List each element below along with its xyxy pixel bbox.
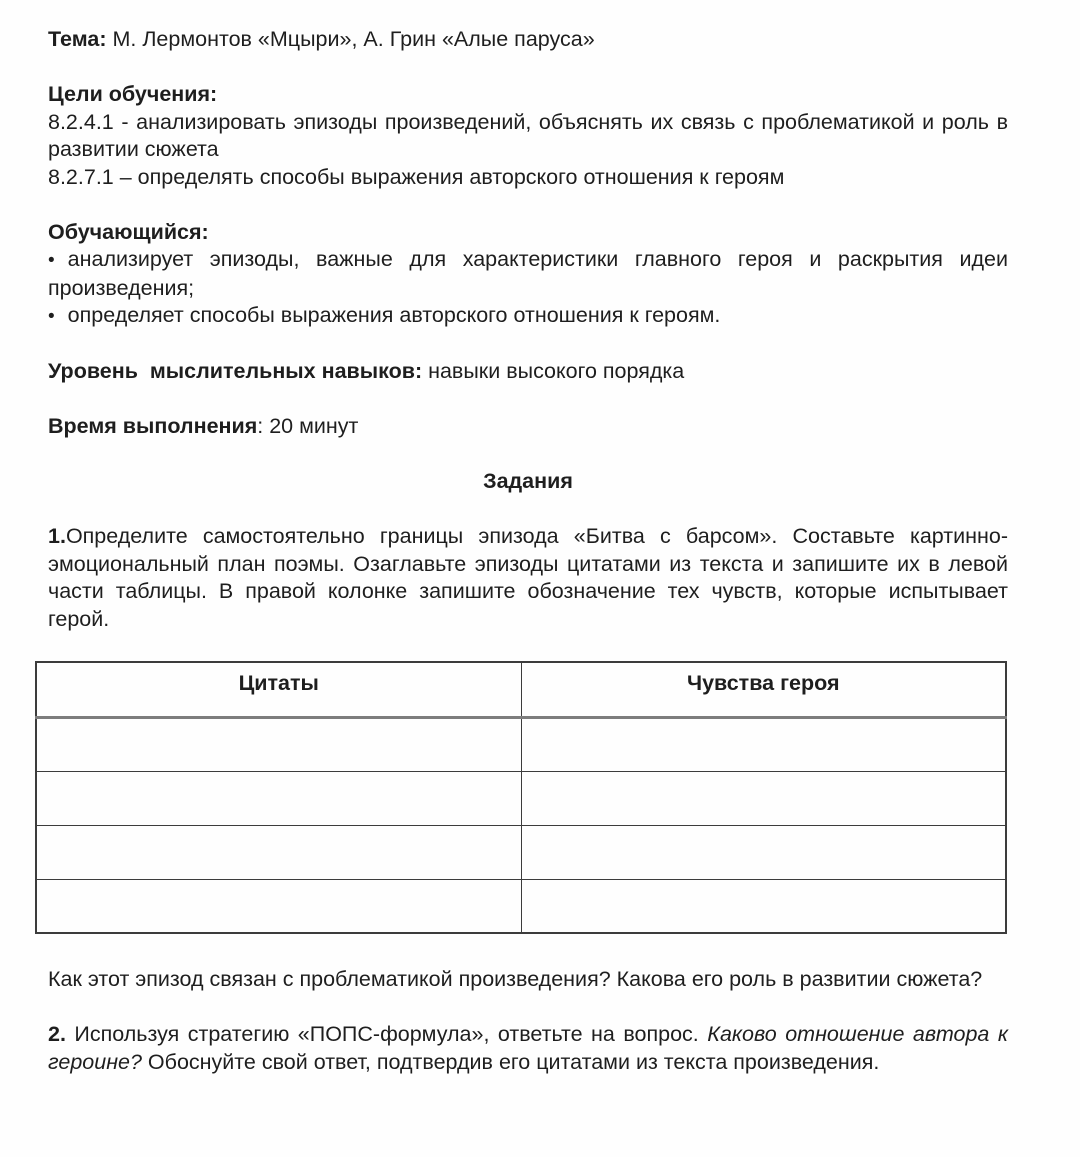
tasks-heading	[48, 468, 1008, 496]
objectives-heading-label: Цели обучения:	[48, 82, 218, 106]
task1-paragraph	[48, 523, 1008, 633]
learner-bullet-2-text: определяет способы выражения авторского отношения к героям.	[67, 303, 721, 327]
table-cell	[36, 825, 521, 879]
table-cell	[36, 717, 521, 771]
table-cell	[521, 717, 1006, 771]
bullet-marker: •	[48, 306, 55, 327]
tasks-heading-label: Задания	[483, 469, 573, 493]
thinking-level-label: Уровень мыслительных навыков:	[48, 359, 423, 383]
task2-intro: Используя стратегию «ПОПС-формула», ответьте на вопрос.	[74, 1022, 699, 1046]
table-row	[36, 879, 1006, 933]
table-header-row	[36, 662, 1006, 717]
table-cell	[521, 879, 1006, 933]
task1-followup: Как этот эпизод связан с проблематикой произведения? Какова его роль в развитии сюжета?	[48, 967, 983, 991]
table-row	[36, 825, 1006, 879]
theme-line	[48, 26, 1008, 54]
learner-heading	[48, 219, 1008, 247]
learner-bullet-1	[48, 246, 1008, 302]
table-cell	[521, 825, 1006, 879]
task2-paragraph	[48, 1021, 1008, 1076]
table-cell	[521, 771, 1006, 825]
thinking-level-line	[48, 358, 1008, 386]
learner-bullet-2	[48, 302, 1008, 331]
table-header-feelings: Чувства героя	[521, 662, 1006, 717]
table-cell	[36, 771, 521, 825]
theme-label: Тема:	[48, 27, 107, 51]
table-body	[36, 717, 1006, 933]
task2-question: Каково отношение автора к героине?	[48, 1022, 1008, 1074]
theme-value: М. Лермонтов «Мцыри», А. Грин «Алые паруса»	[112, 27, 595, 51]
table-row	[36, 771, 1006, 825]
objectives-heading	[48, 81, 1008, 109]
task2-outro: Обоснуйте свой ответ, подтвердив его цитатами из текста произведения.	[147, 1049, 880, 1074]
task2-number: 2.	[48, 1022, 66, 1046]
objective-item-8241: 8.2.4.1 - анализировать эпизоды произведений, объяснять их связь с проблематикой и роль в развитии сюжета	[48, 109, 1008, 161]
quotes-feelings-table	[35, 661, 1007, 934]
thinking-level-value: навыки высокого порядка	[428, 359, 685, 383]
table-row	[36, 717, 1006, 771]
task1-number: 1.	[48, 524, 66, 548]
learner-bullet-1-text: анализирует эпизоды, важные для характеристики главного героя и раскрытия идеи произведения;	[48, 247, 1008, 300]
table-header-quotes: Цитаты	[36, 662, 521, 717]
task1-text: Определите самостоятельно границы эпизода «Битва с барсом». Составьте картинно-эмоциональный план поэмы. Озаглавьте эпизоды цитатами из текста и запишите их в левой части таблицы. В правой колонке запишите обозначение тех чувств, которые испытывает герой.	[48, 524, 1008, 631]
learner-heading-label: Обучающийся:	[48, 219, 209, 244]
duration-label: Время выполнения	[48, 414, 258, 438]
duration-value: : 20 минут	[257, 414, 359, 438]
table-cell	[36, 879, 521, 933]
bullet-marker: •	[48, 250, 55, 271]
objective-item-8271: 8.2.7.1 – определять способы выражения авторского отношения к героям	[48, 164, 785, 189]
duration-line	[48, 413, 1008, 441]
